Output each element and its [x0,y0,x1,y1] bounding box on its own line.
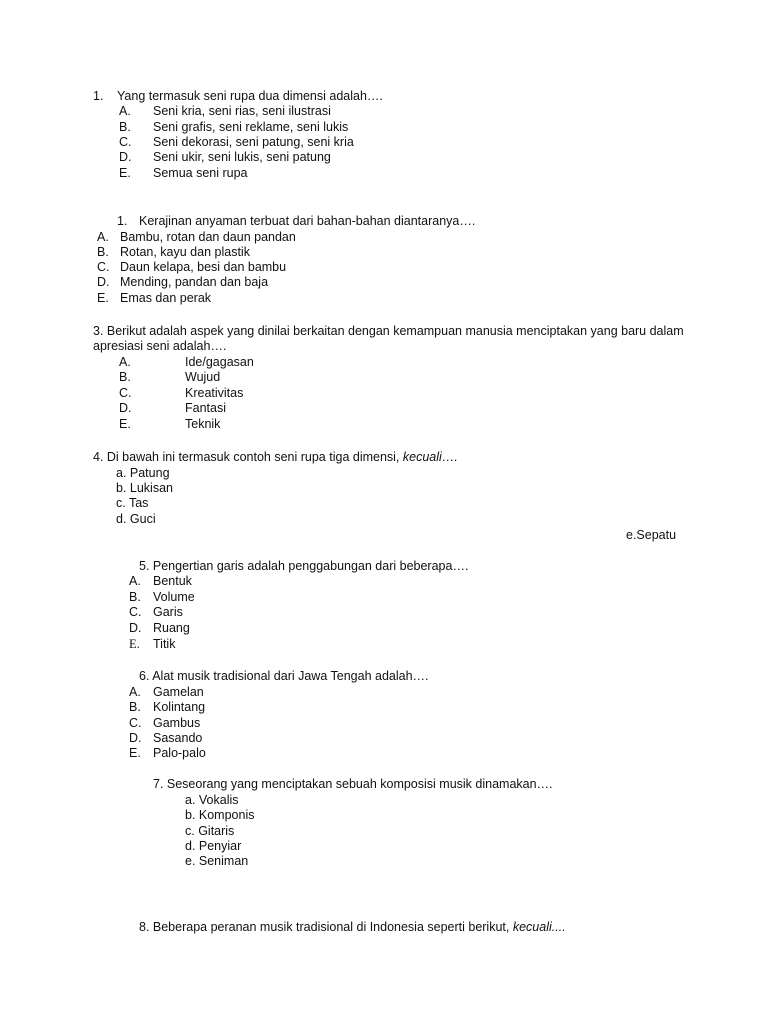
option-letter: C. [119,135,132,149]
option-letter: C. [129,605,142,619]
question-text: 4. Di bawah ini termasuk contoh seni rupa tiga dimensi, [93,450,400,464]
option-letter: B. [119,120,131,134]
question-emphasis: kecuali…. [402,450,458,464]
option: e.Sepatu [626,528,677,542]
option-letter: A. [119,355,131,369]
question-text: Yang termasuk seni rupa dua dimensi adalah…. [117,89,383,103]
option-text: Garis [153,605,183,619]
option-letter: E. [129,637,140,651]
option: a. Patung [116,466,170,480]
question-text-continued: apresiasi seni adalah…. [93,339,227,353]
option-text: Seni dekorasi, seni patung, seni kria [153,135,354,149]
option-text: Emas dan perak [120,291,212,305]
option: c. Gitaris [185,824,235,838]
option-text: Titik [153,637,176,651]
option-text: Bambu, rotan dan daun pandan [120,230,296,244]
option-letter: A. [97,230,109,244]
option-letter: D. [129,731,142,745]
option-text: Kreativitas [185,386,244,400]
option-text: Bentuk [153,574,192,588]
question-text: Kerajinan anyaman terbuat dari bahan-bahan diantaranya…. [139,214,476,228]
option: c. Tas [116,496,149,510]
option-text: Sasando [153,731,203,745]
option-text: Ide/gagasan [185,355,254,369]
option-text: Seni grafis, seni reklame, seni lukis [153,120,349,134]
question-number: 1. [93,89,104,103]
question-text: 5. Pengertian garis adalah penggabungan dari beberapa…. [139,559,469,573]
option-text: Wujud [185,370,221,384]
option: b. Lukisan [116,481,173,495]
option-letter: D. [97,275,110,289]
option-text: Ruang [153,621,190,635]
question-text: 8. Beberapa peranan musik tradisional di Indonesia seperti berikut, [139,920,510,934]
option-text: Rotan, kayu dan plastik [120,245,250,259]
option-letter: A. [119,104,131,118]
option-text: Seni ukir, seni lukis, seni patung [153,150,331,164]
option-text: Volume [153,590,195,604]
option-text: Gambus [153,716,201,730]
question-8 [139,919,566,935]
option-letter: D. [119,401,132,415]
option-text: Kolintang [153,700,206,714]
option-text: Seni kria, seni rias, seni ilustrasi [153,104,331,118]
option-text: Palo-palo [153,746,206,760]
option-letter: D. [129,621,142,635]
option-letter: B. [129,700,141,714]
option-letter: B. [129,590,141,604]
option: d. Guci [116,512,156,526]
question-4 [93,449,458,465]
question-1 [93,88,103,104]
option-letter: E. [97,291,109,305]
option-letter: D. [119,150,132,164]
option-letter: B. [97,245,109,259]
option-letter: B. [119,370,131,384]
option-letter: C. [97,260,110,274]
option-text: Gamelan [153,685,204,699]
option-text: Semua seni rupa [153,166,248,180]
option-text: Daun kelapa, besi dan bambu [120,260,287,274]
option: d. Penyiar [185,839,242,853]
question-text: 3. Berikut adalah aspek yang dinilai berkaitan dengan kemampuan manusia menciptakan yang baru dalam [93,324,684,338]
question-number: 1. [117,214,128,228]
option-text: Teknik [185,417,221,431]
option-letter: A. [129,574,141,588]
option-letter: C. [129,716,142,730]
question-text: 6. Alat musik tradisional dari Jawa Tengah adalah…. [139,669,429,683]
option: b. Komponis [185,808,255,822]
option-letter: E. [119,417,131,431]
option-letter: E. [129,746,141,760]
option-letter: E. [119,166,131,180]
option-letter: A. [129,685,141,699]
option-text: Fantasi [185,401,226,415]
option: a. Vokalis [185,793,239,807]
option-letter: C. [119,386,132,400]
option-text: Mending, pandan dan baja [120,275,269,289]
question-text: 7. Seseorang yang menciptakan sebuah komposisi musik dinamakan…. [153,777,553,791]
question-emphasis: kecuali.... [512,920,566,934]
option: e. Seniman [185,854,249,868]
